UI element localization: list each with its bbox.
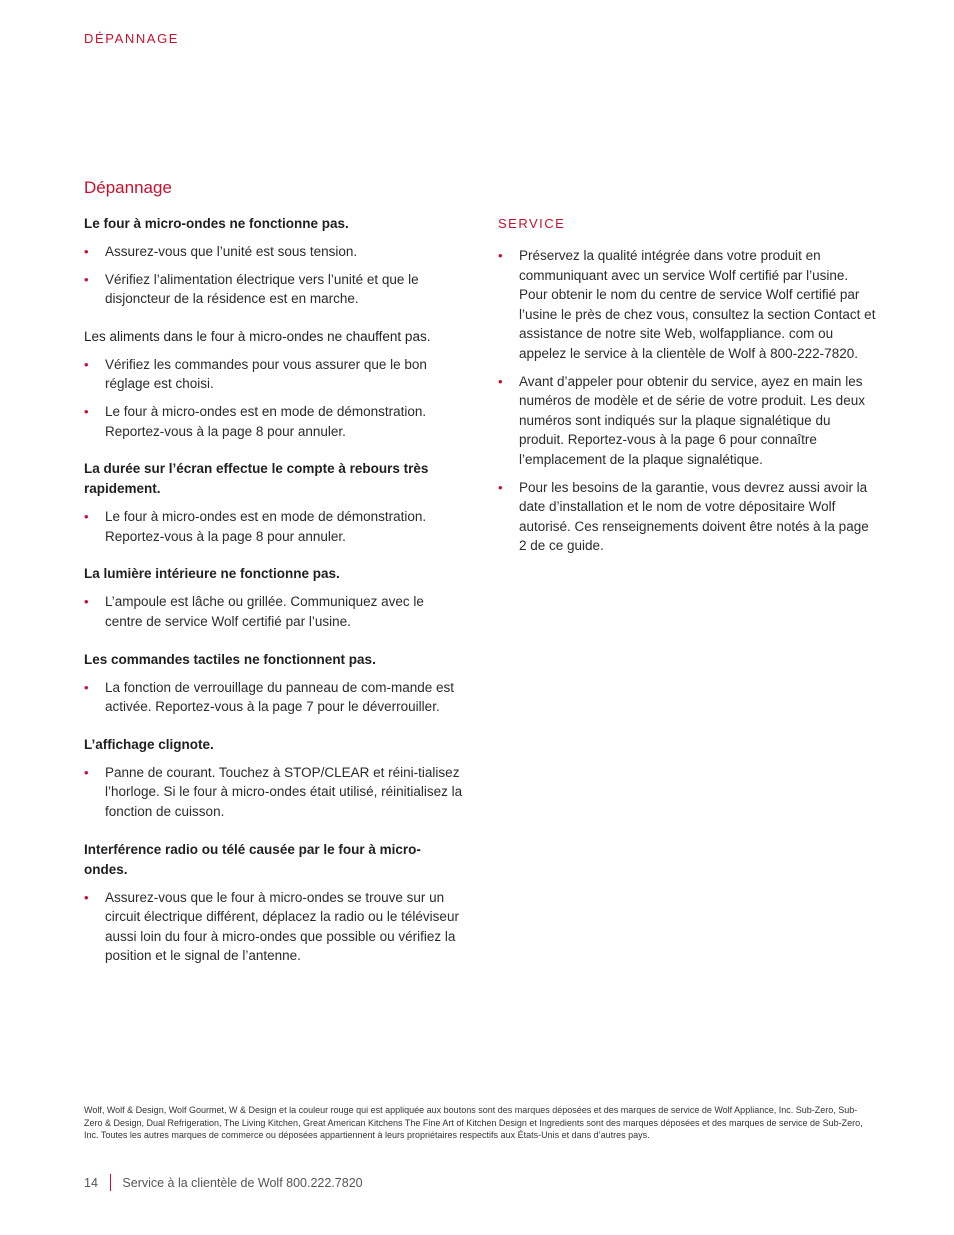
- service-column: [498, 214, 878, 564]
- issue-bullets: [84, 763, 464, 822]
- footer-divider: [110, 1174, 112, 1191]
- issue-title: La durée sur l’écran effectue le compte à rebours très rapidement.: [84, 461, 429, 497]
- troubleshooting-column: [84, 214, 464, 984]
- list-item: [84, 355, 464, 394]
- bullet-icon: •: [498, 373, 503, 389]
- list-item: [498, 372, 878, 470]
- service-bullets: [498, 246, 878, 556]
- issue-bullets: [84, 507, 464, 546]
- issue-item: [84, 327, 464, 441]
- bullet-text: Assurez-vous que l’unité est sous tension.: [105, 244, 358, 259]
- issue-bullets: [84, 678, 464, 717]
- list-item: [84, 888, 464, 966]
- bullet-text: Le four à micro-ondes est en mode de démonstration. Reportez-vous à la page 8 pour annuler.: [105, 509, 427, 544]
- bullet-icon: •: [84, 271, 89, 287]
- bullet-text: Avant d’appeler pour obtenir du service, ayez en main les numéros de modèle et de série de votre produit. Les deux numéros sont indiqués sur la plaque signalétique du produit. Reportez-vous à la page 6 pour connaître l’emplacement de la plaque signalétique.: [519, 373, 865, 467]
- list-item: [84, 270, 464, 309]
- bullet-text: Panne de courant. Touchez à STOP/CLEAR et réini-tialisez l’horloge. Si le four à micro-ondes était utilisé, réinitialisez la fonction de cuisson.: [105, 764, 463, 819]
- list-item: [84, 678, 464, 717]
- bullet-icon: •: [84, 509, 89, 525]
- bullet-text: Préservez la qualité intégrée dans votre produit en communiquant avec un service Wolf certifié par l’usine. Pour obtenir le nom du centre de service Wolf certifié par l’usine le près de chez vous, consultez la section Contact et assistance de notre site Web, wolfappliance. com ou appelez le service à la clientèle de Wolf à 800-222-7820.: [519, 248, 876, 361]
- list-item: [84, 242, 464, 262]
- issue-bullets: [84, 888, 464, 966]
- list-item: [84, 763, 464, 822]
- issue-bullets: [84, 592, 464, 631]
- bullet-icon: •: [84, 889, 89, 905]
- issue-bullets: [84, 242, 464, 309]
- issue-title: Les aliments dans le four à micro-ondes ne chauffent pas.: [84, 328, 431, 344]
- legal-notice: Wolf, Wolf & Design, Wolf Gourmet, W & Design et la couleur rouge qui est appliquée aux boutons sont des marques déposées et des marques de service de Wolf Appliance, Inc. Sub-Zero, Sub-Zero & Design, Dual Refrigeration, The Living Kitchen, Great American Kitchens The Fine Art of Kitchen Design et Ingredients sont des marques déposées et des marques de service de Sub-Zero, Inc. Toutes les autres marques de commerce ou déposées appartiennent à leurs propriétaires respectifs aux États-Unis et dans d’autres pays.: [84, 1105, 863, 1141]
- issue-title: L’affichage clignote.: [84, 736, 214, 752]
- bullet-icon: •: [84, 679, 89, 695]
- page-title: Dépannage: [84, 178, 172, 197]
- issue-item: [84, 459, 464, 546]
- issue-item: [84, 650, 464, 717]
- bullet-text: Vérifiez l’alimentation électrique vers l’unité et que le disjoncteur de la résidence est en marche.: [105, 271, 419, 307]
- bullet-text: Pour les besoins de la garantie, vous devrez aussi avoir la date d’installation et le nom de votre dépositaire Wolf autorisé. Ces renseignements doivent être notés à la page 2 de ce guide.: [519, 479, 869, 554]
- bullet-icon: •: [84, 356, 89, 372]
- list-item: [498, 478, 878, 556]
- bullet-text: Assurez-vous que le four à micro-ondes se trouve sur un circuit électrique différent, déplacez la radio ou le téléviseur aussi loin du four à micro-ondes que possible ou vérifiez la position et le signal de l’antenne.: [105, 889, 459, 964]
- issue-bullets: [84, 355, 464, 441]
- bullet-icon: •: [84, 403, 89, 419]
- issue-item: [84, 735, 464, 822]
- section-label: DÉPANNAGE: [84, 31, 180, 46]
- bullet-text: L’ampoule est lâche ou grillée. Communiquez avec le centre de service Wolf certifié par l’usine.: [105, 594, 424, 629]
- bullet-text: Vérifiez les commandes pour vous assurer que le bon réglage est choisi.: [105, 356, 427, 392]
- bullet-icon: •: [498, 479, 503, 495]
- issue-title: La lumière intérieure ne fonctionne pas.: [84, 566, 340, 582]
- issue-item: [84, 564, 464, 631]
- list-item: [84, 507, 464, 546]
- bullet-text: La fonction de verrouillage du panneau de com-mande est activée. Reportez-vous à la page 7 pour le déverrouiller.: [105, 679, 454, 715]
- issue-item: [84, 840, 464, 966]
- issue-item: [84, 214, 464, 309]
- bullet-icon: •: [84, 244, 89, 259]
- bullet-icon: •: [498, 248, 503, 263]
- list-item: [498, 246, 878, 364]
- bullet-icon: •: [84, 764, 89, 780]
- page-footer: [84, 1174, 363, 1191]
- list-item: [84, 402, 464, 441]
- page-number: 14: [84, 1175, 98, 1190]
- service-heading: SERVICE: [498, 216, 566, 231]
- bullet-icon: •: [84, 594, 89, 610]
- bullet-text: Le four à micro-ondes est en mode de démonstration. Reportez-vous à la page 8 pour annuler.: [105, 403, 427, 439]
- footer-text: Service à la clientèle de Wolf 800.222.7820: [122, 1175, 363, 1190]
- issue-title: Interférence radio ou télé causée par le four à micro-ondes.: [84, 841, 421, 877]
- issue-title: Les commandes tactiles ne fonctionnent pas.: [84, 651, 376, 667]
- issue-title: Le four à micro-ondes ne fonctionne pas.: [84, 216, 349, 231]
- list-item: [84, 592, 464, 631]
